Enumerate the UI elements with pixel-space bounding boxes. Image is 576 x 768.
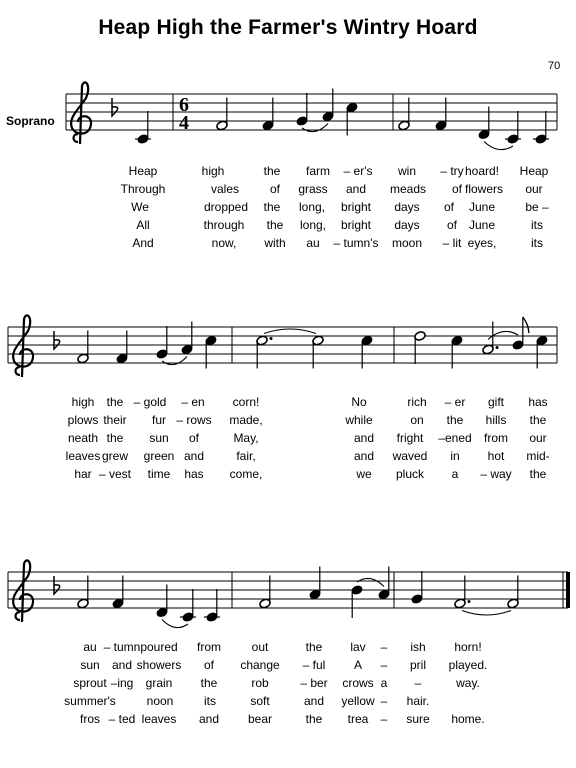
lyric-syllable: hills [485,413,507,427]
flat-sign [112,98,118,116]
lyric-syllable: the [106,395,124,409]
page-number: 70 [548,60,561,72]
lyric-syllable: we [356,467,372,481]
lyric-syllable: of [188,431,200,445]
lyric-syllable: has [184,467,204,481]
lyric-syllable: – [414,676,422,690]
lyric-syllable: and [198,712,220,726]
lyric-syllable: – er [444,395,466,409]
lyric-syllable: summer's [64,694,116,708]
lyric-syllable: No [351,395,367,409]
lyric-syllable: – way [480,467,512,481]
lyric-syllable: and [111,658,133,672]
lyric-syllable: noon [146,694,174,708]
lyric-syllable: the [263,164,281,178]
lyric-syllable: win [397,164,417,178]
lyric-syllable: yellow [341,694,375,708]
lyric-syllable: – en [181,395,205,409]
lyric-syllable: crows [342,676,374,690]
lyric-syllable: fur [151,413,167,427]
lyric-syllable: All [136,218,150,232]
lyric-syllable: and [345,182,367,196]
lyric-syllable: the [106,431,124,445]
lyric-syllable: soft [250,694,270,708]
augmentation-dot [468,600,471,603]
augmentation-dot [496,346,499,349]
lyric-syllable: in [450,449,460,463]
time-signature [179,94,189,134]
lyric-syllable: with [264,236,286,250]
lyric-syllable: flowers [464,182,504,196]
lyric-syllable: fair, [236,449,256,463]
treble-clef [71,82,91,144]
lyric-syllable: – lit [442,236,462,250]
lyric-syllable: sun [80,658,100,672]
lyric-syllable: sprout [73,676,107,690]
lyric-syllable: made, [229,413,263,427]
lyric-syllable: ish [410,640,426,654]
lyric-syllable: Heap [128,164,158,178]
lyric-syllable: vales [210,182,240,196]
lyric-syllable: – gold [133,395,167,409]
lyric-syllable: long, [299,218,327,232]
lyric-syllable: rob [251,676,269,690]
lyric-syllable: mid- [526,449,550,463]
lyric-syllable: the [305,712,323,726]
slur [484,142,513,150]
lyric-syllable: now, [211,236,237,250]
treble-clef [13,560,33,622]
lyric-syllable: our [525,182,543,196]
lyric-syllable: high [201,164,225,178]
lyric-syllable: fright [396,431,424,445]
slur [462,611,511,616]
lyric-syllable: grain [145,676,173,690]
lyric-syllable: – [380,712,388,726]
lyric-syllable: high [71,395,95,409]
lyric-syllable: and [303,694,325,708]
lyric-syllable: – [380,658,388,672]
lyric-syllable: rich [407,395,427,409]
lyric-syllable: grew [101,449,129,463]
lyric-syllable: waved [392,449,428,463]
lyric-syllable: from [197,640,221,654]
lyric-syllable: Through [120,182,166,196]
lyric-syllable: home. [451,712,485,726]
lyric-syllable: – tumn's [333,236,379,250]
treble-clef [13,315,33,377]
lyric-syllable: come, [229,467,263,481]
lyric-syllable: gift [487,395,505,409]
lyric-syllable: moon [391,236,423,250]
lyric-syllable: its [531,236,543,250]
lyric-syllable: of [203,658,215,672]
lyric-syllable: – [380,640,388,654]
lyric-syllable: days [394,200,420,214]
lyric-syllable: its [204,694,216,708]
lyric-syllable: pril [409,658,427,672]
lyric-syllable: of [446,218,458,232]
lyric-syllable: the [529,467,547,481]
lyric-syllable: from [484,431,508,445]
lyric-syllable: June [468,200,496,214]
lyric-syllable: hoard! [464,164,500,178]
lyric-syllable: the [263,200,281,214]
lyric-syllable: – vest [98,467,132,481]
lyric-syllable: our [529,431,547,445]
lyric-syllable: – [380,694,388,708]
lyric-syllable: of [269,182,281,196]
lyric-syllable: neath [67,431,99,445]
time-signature-digit: 4 [179,112,189,134]
lyric-syllable: – ful [302,658,326,672]
slur [264,329,316,334]
lyric-syllable: change [240,658,280,672]
lyric-syllable: farm [306,164,330,178]
lyric-syllable: the [305,640,323,654]
lyric-syllable: hot [487,449,505,463]
lyric-syllable: a [380,676,388,690]
lyric-syllable: long, [298,200,326,214]
lyric-syllable: –ened [438,431,472,445]
flat-sign [54,331,60,349]
lyric-syllable: har [74,467,92,481]
lyric-syllable: showers [136,658,182,672]
lyric-syllable: A [353,658,363,672]
lyric-syllable: while [345,413,373,427]
lyric-syllable: dropped [203,200,249,214]
lyric-syllable: and [353,449,375,463]
lyric-syllable: of [451,182,463,196]
lyric-syllable: We [131,200,149,214]
lyric-syllable: be – [525,200,549,214]
lyric-syllable: the [266,218,284,232]
time-signature-digit: 6 [179,94,189,116]
lyric-syllable: time [147,467,171,481]
lyric-syllable: horn! [454,640,482,654]
lyric-syllable: grass [298,182,328,196]
lyric-syllable: bright [340,200,372,214]
flat-sign [54,576,60,594]
lyric-syllable: of [443,200,455,214]
lyric-syllable: sun [149,431,169,445]
lyric-syllable: poured [140,640,178,654]
lyric-syllable: –ing [110,676,134,690]
lyric-syllable: through [203,218,245,232]
lyric-syllable: a [451,467,459,481]
note-flag [523,317,529,333]
lyric-syllable: corn! [232,395,260,409]
lyric-syllable: its [531,218,543,232]
lyric-syllable: pluck [395,467,425,481]
lyric-syllable: the [446,413,464,427]
lyric-syllable: Heap [519,164,549,178]
lyric-syllable: hair. [406,694,430,708]
lyric-syllable: – try [440,164,464,178]
lyric-syllable: bear [247,712,273,726]
lyric-syllable: played. [448,658,488,672]
lyric-syllable: fros [79,712,101,726]
lyric-syllable: plows [67,413,99,427]
lyric-syllable: May, [233,431,259,445]
lyric-syllable: has [528,395,548,409]
lyric-syllable: – rows [176,413,212,427]
lyric-syllable: leaves [65,449,101,463]
augmentation-dot [270,337,273,340]
lyric-syllable: – tumn [103,640,141,654]
lyric-syllable: days [394,218,420,232]
lyric-syllable: au [306,236,320,250]
lyric-syllable: – er's [343,164,373,178]
lyric-syllable: the [529,413,547,427]
lyric-syllable: green [143,449,175,463]
lyric-syllable: lav [350,640,366,654]
lyric-syllable: trea [347,712,369,726]
lyric-syllable: on [410,413,424,427]
lyric-syllable: way. [456,676,480,690]
lyric-syllable: and [183,449,205,463]
lyric-syllable: – ber [300,676,328,690]
lyric-syllable: bright [340,218,372,232]
lyric-syllable: eyes, [467,236,497,250]
lyric-syllable: And [132,236,154,250]
slur [162,620,188,628]
lyric-syllable: sure [406,712,430,726]
song-title: Heap High the Farmer's Wintry Hoard [98,16,478,39]
lyric-syllable: out [251,640,269,654]
lyric-syllable: leaves [141,712,177,726]
lyric-syllable: the [200,676,218,690]
part-name: Soprano [6,114,55,128]
slur [357,578,384,586]
lyric-syllable: their [103,413,127,427]
lyric-syllable: meads [389,182,427,196]
lyric-syllable: June [468,218,496,232]
lyric-syllable: au [83,640,97,654]
lyric-syllable: and [353,431,375,445]
lyric-syllable: – ted [108,712,136,726]
